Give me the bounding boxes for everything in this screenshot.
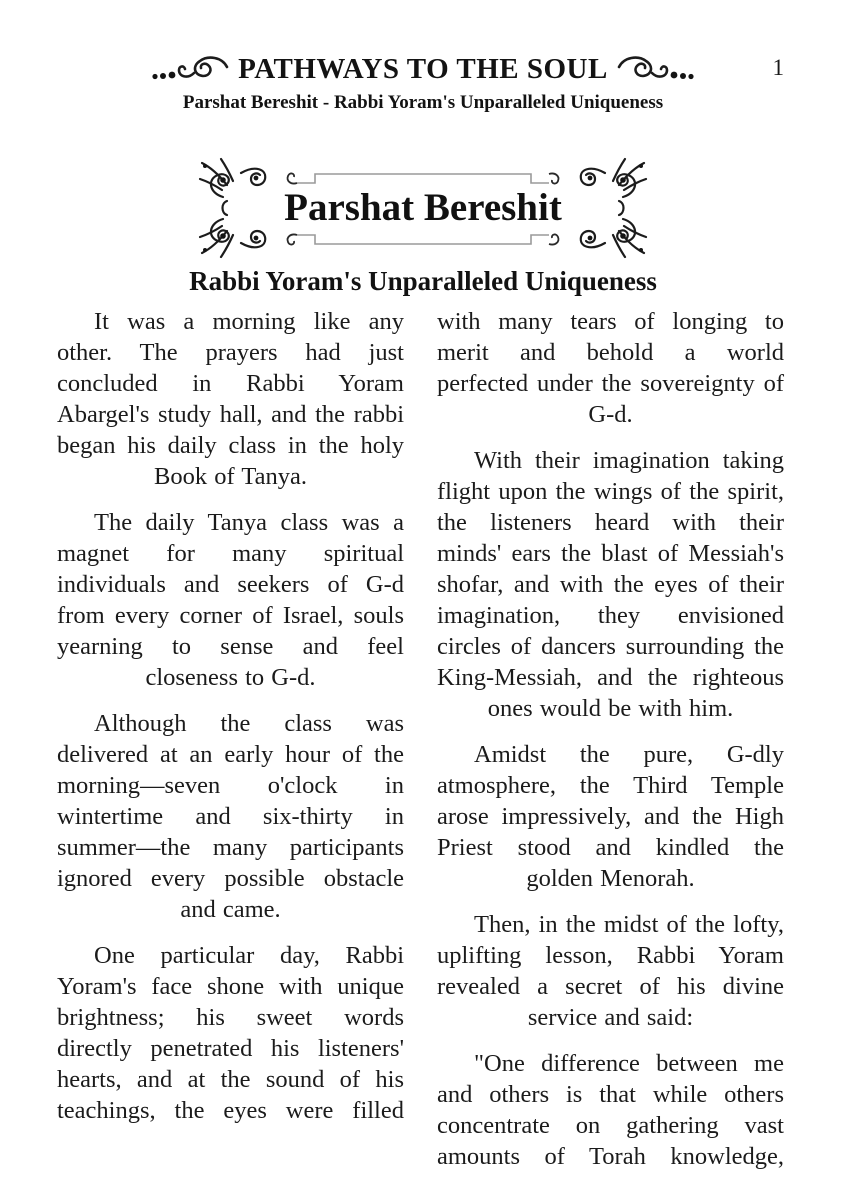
page-header <box>0 48 846 90</box>
paragraph: with many tears of longing to merit and behold a world perfected under the sovereignty of G-d. <box>437 308 784 428</box>
left-column <box>57 306 404 1187</box>
page-number: 1 <box>772 55 784 80</box>
scroll-ornament-right-icon <box>614 54 698 84</box>
parsha-title: Parshat Bereshit <box>284 185 562 229</box>
running-subtitle: Parshat Bereshit - Rabbi Yoram's Unparalleled Uniqueness <box>182 92 664 113</box>
paragraph: Then, in the midst of the lofty, uplifting lesson, Rabbi Yoram revealed a secret of his divine service and said: <box>437 911 784 1031</box>
scroll-ornament-left-icon <box>148 54 232 84</box>
paragraph: Although the class was delivered at an early hour of the morning—seven o'clock in wintertime and six-thirty in summer—the many participants ignored every possible obstacle and came. <box>57 710 404 923</box>
body-text <box>57 306 784 1187</box>
paragraph: One particular day, Rabbi Yoram's face shone with unique brightness; his sweet words directly penetrated his listeners' hearts, and at the sound of his teachings, the eyes were filled <box>57 942 404 1124</box>
title-frame <box>197 157 649 259</box>
paragraph: "One difference between me and others is that while others concentrate on gathering vast amounts of Torah knowledge, <box>437 1050 784 1170</box>
section-heading: Rabbi Yoram's Unparalleled Uniqueness <box>189 266 657 296</box>
paragraph: Amidst the pure, G-dly atmosphere, the Third Temple arose impressively, and the High Priest stood and kindled the golden Menorah. <box>437 741 784 892</box>
paragraph: The daily Tanya class was a magnet for many spiritual individuals and seekers of G-d from every corner of Israel, souls yearning to sense and feel closeness to G-d. <box>57 509 404 691</box>
paragraph: With their imagination taking flight upon the wings of the spirit, the listeners heard with their minds' ears the blast of Messiah's shofar, and with the eyes of their imagination, they envisioned circles of dancers surrounding the King-Messiah, and the righteous ones would be with him. <box>437 447 784 722</box>
book-title: PATHWAYS TO THE SOUL <box>238 52 608 85</box>
paragraph: It was a morning like any other. The prayers had just concluded in Rabbi Yoram Abargel's study hall, and the rabbi began his daily class in the holy Book of Tanya. <box>57 308 404 490</box>
right-column <box>437 306 784 1187</box>
